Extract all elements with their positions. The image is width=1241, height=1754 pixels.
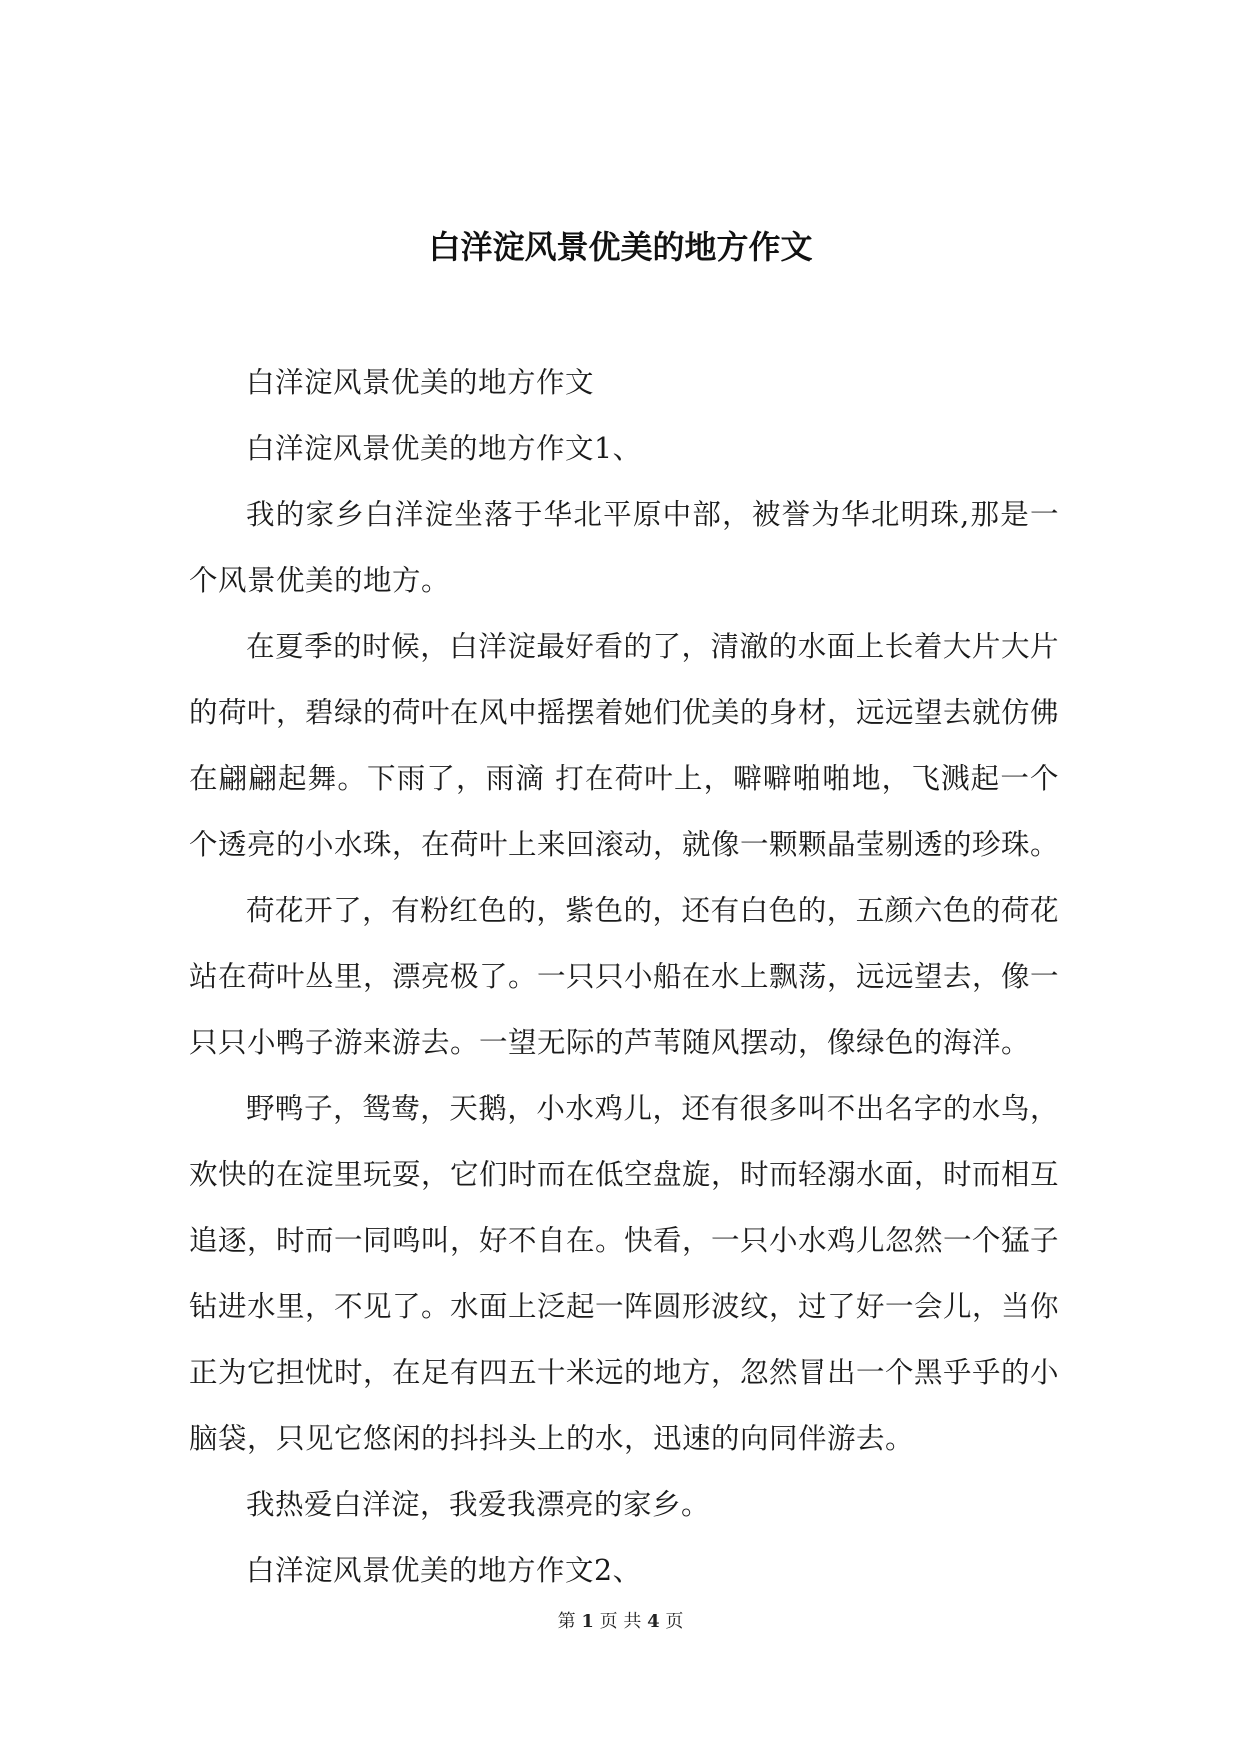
page-footer xyxy=(0,1608,1241,1636)
document-title: 白洋淀风景优美的地方作文 xyxy=(428,228,813,266)
paragraph-birds: 野鸭子，鸳鸯，天鹅，小水鸡儿，还有很多叫不出名字的水鸟，欢快的在淀里玩耍，它们时而在低空盘旋，时而轻溺水面，时而相互追逐，时而一同鸣叫，好不自在。快看，一只小水鸡儿忽然一个猛子钻进水里，不见了。水面上泛起一阵圆形波纹，过了好一会儿，当你正为它担忧时，在足有四五十米远的地方，忽然冒出一个黑乎乎的小脑袋，只见它悠闲的抖抖头上的水，迅速的向同伴游去。 xyxy=(189,1092,1060,1455)
paragraph-lotus: 荷花开了，有粉红色的，紫色的，还有白色的，五颜六色的荷花站在荷叶丛里，漂亮极了。一只只小船在水上飘荡，远远望去，像一只只小鸭子游来游去。一望无际的芦苇随风摆动，像绿色的海洋。 xyxy=(189,894,1060,1059)
paragraph-subtitle: 白洋淀风景优美的地方作文 xyxy=(246,366,595,399)
footer-page-number: 1 xyxy=(581,1611,594,1632)
footer-prefix: 第 xyxy=(557,1611,576,1632)
document-body xyxy=(189,350,1059,1604)
footer-middle: 页 共 xyxy=(599,1611,642,1632)
paragraph-closing: 我热爱白洋淀，我爱我漂亮的家乡。 xyxy=(246,1488,711,1521)
footer-total-pages: 4 xyxy=(647,1611,660,1632)
paragraph-essay-1-heading: 白洋淀风景优美的地方作文1、 xyxy=(246,432,642,465)
paragraph-essay-2-heading: 白洋淀风景优美的地方作文2、 xyxy=(246,1554,642,1587)
paragraph-summer: 在夏季的时候，白洋淀最好看的了，清澈的水面上长着大片大片的荷叶，碧绿的荷叶在风中摇摆着她们优美的身材，远远望去就仿佛在翩翩起舞。下雨了，雨滴 打在荷叶上，噼噼啪啪地，飞溅起一个个透亮的小水珠，在荷叶上来回滚动，就像一颗颗晶莹剔透的珍珠。 xyxy=(189,630,1060,861)
paragraph-intro: 我的家乡白洋淀坐落于华北平原中部，被誉为华北明珠,那是一个风景优美的地方。 xyxy=(189,498,1059,597)
footer-suffix: 页 xyxy=(665,1611,684,1632)
